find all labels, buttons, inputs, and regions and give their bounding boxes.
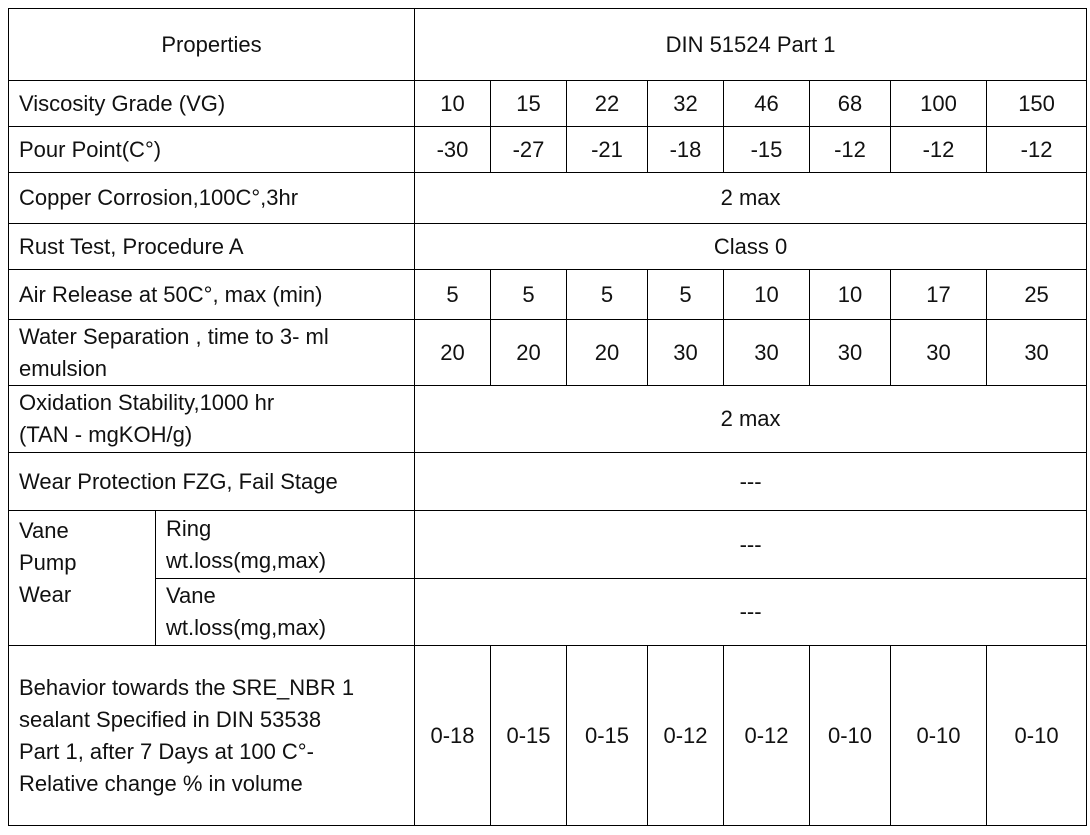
behavior-value: 0-15 — [567, 646, 648, 826]
vane-wt-loss-value: --- — [415, 579, 1087, 646]
pour-point-value: -12 — [987, 127, 1087, 173]
pour-point-label: Pour Point(C°) — [9, 127, 415, 173]
viscosity-value: 100 — [891, 81, 987, 127]
water-separation-value: 30 — [648, 320, 724, 386]
behavior-label-line: Part 1, after 7 Days at 100 C°- — [19, 738, 314, 764]
behavior-value: 0-15 — [491, 646, 567, 826]
viscosity-value: 22 — [567, 81, 648, 127]
behavior-value: 0-10 — [891, 646, 987, 826]
oxidation-stability-label-line: Oxidation Stability,1000 hr — [19, 390, 275, 415]
oxidation-stability-value: 2 max — [415, 386, 1087, 453]
pour-point-value: -15 — [724, 127, 810, 173]
viscosity-value: 68 — [810, 81, 891, 127]
behavior-value: 0-12 — [724, 646, 810, 826]
behavior-label-line: Relative change % in volume — [19, 770, 303, 796]
oxidation-stability-row — [9, 386, 1087, 453]
water-separation-label — [9, 320, 415, 386]
wear-protection-value: --- — [415, 453, 1087, 511]
copper-corrosion-value: 2 max — [415, 173, 1087, 224]
water-separation-value: 30 — [891, 320, 987, 386]
water-separation-row — [9, 320, 1087, 386]
air-release-value: 25 — [987, 270, 1087, 320]
behavior-value: 0-12 — [648, 646, 724, 826]
pour-point-value: -30 — [415, 127, 491, 173]
viscosity-row — [9, 81, 1087, 127]
pour-point-row — [9, 127, 1087, 173]
wear-protection-row — [9, 453, 1087, 511]
pour-point-value: -12 — [810, 127, 891, 173]
vane-pump-wear-label-line: Vane — [19, 518, 69, 543]
rust-test-row — [9, 224, 1087, 270]
vane-pump-wear-label — [9, 511, 156, 646]
header-row — [9, 9, 1087, 81]
behavior-label-line: Behavior towards the SRE_NBR 1 — [19, 674, 355, 700]
standard-header: DIN 51524 Part 1 — [415, 9, 1087, 81]
pour-point-value: -12 — [891, 127, 987, 173]
behavior-value: 0-10 — [987, 646, 1087, 826]
viscosity-value: 46 — [724, 81, 810, 127]
viscosity-value: 32 — [648, 81, 724, 127]
behavior-label — [9, 646, 415, 826]
copper-corrosion-label: Copper Corrosion,100C°,3hr — [9, 173, 415, 224]
water-separation-value: 30 — [987, 320, 1087, 386]
water-separation-label-line: Water Separation , time to 3- ml — [19, 323, 329, 349]
rust-test-value: Class 0 — [415, 224, 1087, 270]
viscosity-value: 15 — [491, 81, 567, 127]
vane-pump-ring-row — [9, 511, 1087, 579]
air-release-row — [9, 270, 1087, 320]
air-release-label: Air Release at 50C°, max (min) — [9, 270, 415, 320]
copper-corrosion-row — [9, 173, 1087, 224]
air-release-value: 5 — [567, 270, 648, 320]
air-release-value: 10 — [724, 270, 810, 320]
behavior-row — [9, 646, 1087, 826]
viscosity-value: 150 — [987, 81, 1087, 127]
behavior-value: 0-10 — [810, 646, 891, 826]
properties-header: Properties — [9, 9, 415, 81]
vane-pump-wear-label-line: Wear — [19, 582, 72, 607]
air-release-value: 17 — [891, 270, 987, 320]
water-separation-value: 20 — [491, 320, 567, 386]
pour-point-value: -27 — [491, 127, 567, 173]
air-release-value: 5 — [415, 270, 491, 320]
water-separation-value: 20 — [415, 320, 491, 386]
vane-wt-loss-label — [156, 579, 415, 646]
behavior-value: 0-18 — [415, 646, 491, 826]
vane-pump-wear-label-line: Pump — [19, 550, 77, 575]
rust-test-label: Rust Test, Procedure A — [9, 224, 415, 270]
specification-table — [8, 8, 1087, 826]
air-release-value: 5 — [648, 270, 724, 320]
vane-wt-loss-label-line: wt.loss(mg,max) — [166, 615, 327, 640]
ring-wt-loss-value: --- — [415, 511, 1087, 579]
oxidation-stability-label — [9, 386, 415, 453]
pour-point-value: -21 — [567, 127, 648, 173]
water-separation-value: 30 — [724, 320, 810, 386]
water-separation-label-line: emulsion — [19, 355, 108, 381]
water-separation-value: 20 — [567, 320, 648, 386]
wear-protection-label: Wear Protection FZG, Fail Stage — [9, 453, 415, 511]
vane-pump-vane-row — [9, 579, 1087, 646]
ring-wt-loss-label — [156, 511, 415, 579]
ring-wt-loss-label-line: Ring — [166, 515, 212, 541]
air-release-value: 10 — [810, 270, 891, 320]
viscosity-label: Viscosity Grade (VG) — [9, 81, 415, 127]
water-separation-value: 30 — [810, 320, 891, 386]
vane-wt-loss-label-line: Vane — [166, 583, 216, 608]
oxidation-stability-label-line: (TAN - mgKOH/g) — [19, 422, 193, 447]
ring-wt-loss-label-line: wt.loss(mg,max) — [166, 547, 327, 573]
pour-point-value: -18 — [648, 127, 724, 173]
behavior-label-line: sealant Specified in DIN 53538 — [19, 706, 322, 732]
viscosity-value: 10 — [415, 81, 491, 127]
air-release-value: 5 — [491, 270, 567, 320]
